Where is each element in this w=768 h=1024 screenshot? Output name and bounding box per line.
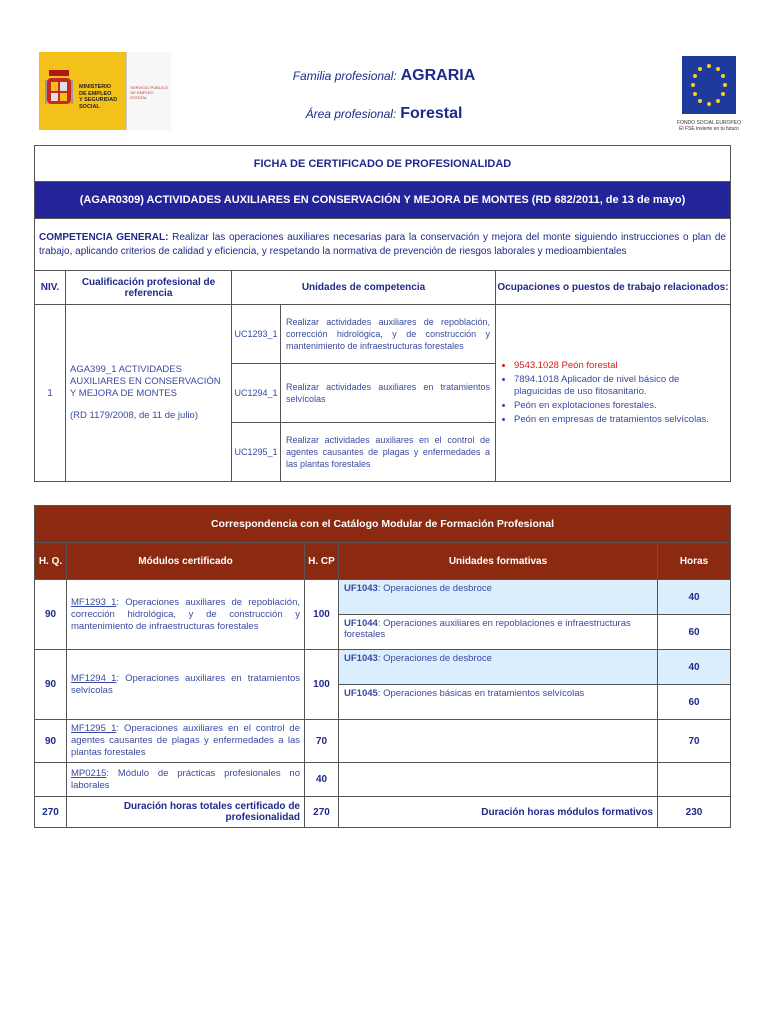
occupations-list [502, 360, 724, 426]
uf-hours: 60 [658, 615, 731, 650]
col-hcp: H. CP [305, 543, 339, 580]
total-hcp: 270 [305, 797, 339, 828]
ministry-name: MINISTERIO DE EMPLEO Y SEGURIDAD SOCIAL [79, 84, 118, 110]
uf-hours [658, 763, 731, 797]
module-hq: 90 [35, 580, 67, 650]
module-hcp: 40 [305, 763, 339, 797]
sepe-name: SERVICIO PÚBLICO DE EMPLEO ESTATAL [130, 85, 169, 100]
occupation-item: • Peón en empresas de tratamientos selvícolas. [514, 414, 724, 426]
page-header [0, 0, 768, 140]
familia-line: Familia profesional: AGRARIA [292, 67, 476, 84]
module-name: MF1293_1: Operaciones auxiliares de repoblación, corrección hidrológica, y de construcción y mantenimiento de infraestructuras forestales [67, 580, 305, 650]
module-name: MF1294_1: Operaciones auxiliares en tratamientos selvícolas [67, 650, 305, 720]
occupation-item: • 7894.1018 Aplicador de nivel básico de plaguicidas de uso fitosanitario. [514, 374, 724, 398]
uf-cell: UF1045: Operaciones básicas en tratamientos selvícolas [339, 685, 658, 720]
cualificacion-name: AGA399_1 ACTIVIDADES AUXILIARES EN CONSERVACIÓN Y MEJORA DE MONTES [70, 364, 221, 399]
col-hq: H. Q. [35, 543, 67, 580]
cualificacion-cell [66, 305, 232, 482]
uf-hours: 60 [658, 685, 731, 720]
module-name: MF1295_1: Operaciones auxiliares en el control de agentes causantes de plagas y enfermedades a las plantas forestales [67, 720, 305, 763]
occupation-item: • Peón en explotaciones forestales. [514, 400, 724, 412]
uf-cell: UF1043: Operaciones de desbroce [339, 650, 658, 685]
ficha-title: FICHA DE CERTIFICADO DE PROFESIONALIDAD [35, 146, 731, 182]
uc-code: UC1295_1 [232, 423, 281, 482]
module-name: MP0215: Módulo de prácticas profesionales no laborales [67, 763, 305, 797]
total-uf-label: Duración horas módulos formativos [339, 797, 658, 828]
col-niv: NIV. [35, 271, 66, 305]
col-cualificacion: Cualificación profesional de referencia [66, 271, 232, 305]
cualificacion-rd: (RD 1179/2008, de 11 de julio) [70, 410, 198, 421]
col-horas: Horas [658, 543, 731, 580]
eu-flag-icon [682, 56, 736, 114]
uf-hours: 40 [658, 650, 731, 685]
occupation-item: • 9543.1028 Peón forestal [514, 360, 724, 372]
uc-code: UC1293_1 [232, 305, 281, 364]
module-hcp: 100 [305, 650, 339, 720]
area-line: Área profesional: Forestal [305, 105, 463, 122]
uf-cell-empty [339, 763, 658, 797]
total-hours: 230 [658, 797, 731, 828]
module-hq [35, 763, 67, 797]
col-ocupaciones: Ocupaciones o puestos de trabajo relacionados: [496, 271, 731, 305]
modular-title: Correspondencia con el Catálogo Modular de Formación Profesional [35, 506, 731, 543]
occupations-cell [496, 305, 731, 482]
col-unidades: Unidades de competencia [232, 271, 496, 305]
uf-hours: 40 [658, 580, 731, 615]
ficha-table [34, 145, 731, 482]
module-hcp: 70 [305, 720, 339, 763]
uc-description: Realizar actividades auxiliares de repoblación, corrección hidrológica, y de construcción y mantenimiento de infraestructuras forestales [281, 305, 496, 364]
uf-hours: 70 [658, 720, 731, 763]
module-hq: 90 [35, 650, 67, 720]
uc-code: UC1294_1 [232, 364, 281, 423]
col-modulos: Módulos certificado [67, 543, 305, 580]
uc-description: Realizar actividades auxiliares en tratamientos selvícolas [281, 364, 496, 423]
total-label: Duración horas totales certificado de profesionalidad [67, 797, 305, 828]
certificate-title: (AGAR0309) ACTIVIDADES AUXILIARES EN CONSERVACIÓN Y MEJORA DE MONTES (RD 682/2011, de 13 de mayo) [35, 182, 731, 219]
uf-cell: UF1043: Operaciones de desbroce [339, 580, 658, 615]
module-hcp: 100 [305, 580, 339, 650]
uc-description: Realizar actividades auxiliares en el control de agentes causantes de plagas y enfermedades a las plantas forestales [281, 423, 496, 482]
competencia-general: COMPETENCIA GENERAL: Realizar las operaciones auxiliares necesarias para la conservación y mejora del monte siguiendo instrucciones o plan de trabajo, aplicando criterios de calidad y eficiencia, y respetando la normativa de prevención de riesgos laborales y medioambientales [35, 219, 731, 271]
nivel-value: 1 [35, 305, 66, 482]
col-unidades-formativas: Unidades formativas [339, 543, 658, 580]
uf-cell-empty [339, 720, 658, 763]
module-hq: 90 [35, 720, 67, 763]
modular-table [34, 505, 731, 828]
total-hq: 270 [35, 797, 67, 828]
header-titles [0, 64, 768, 124]
eu-caption: FONDO SOCIAL EUROPEO El FSE invierte en tu futuro [677, 120, 741, 132]
uf-cell: UF1044: Operaciones auxiliares en repoblaciones e infraestructuras forestales [339, 615, 658, 650]
